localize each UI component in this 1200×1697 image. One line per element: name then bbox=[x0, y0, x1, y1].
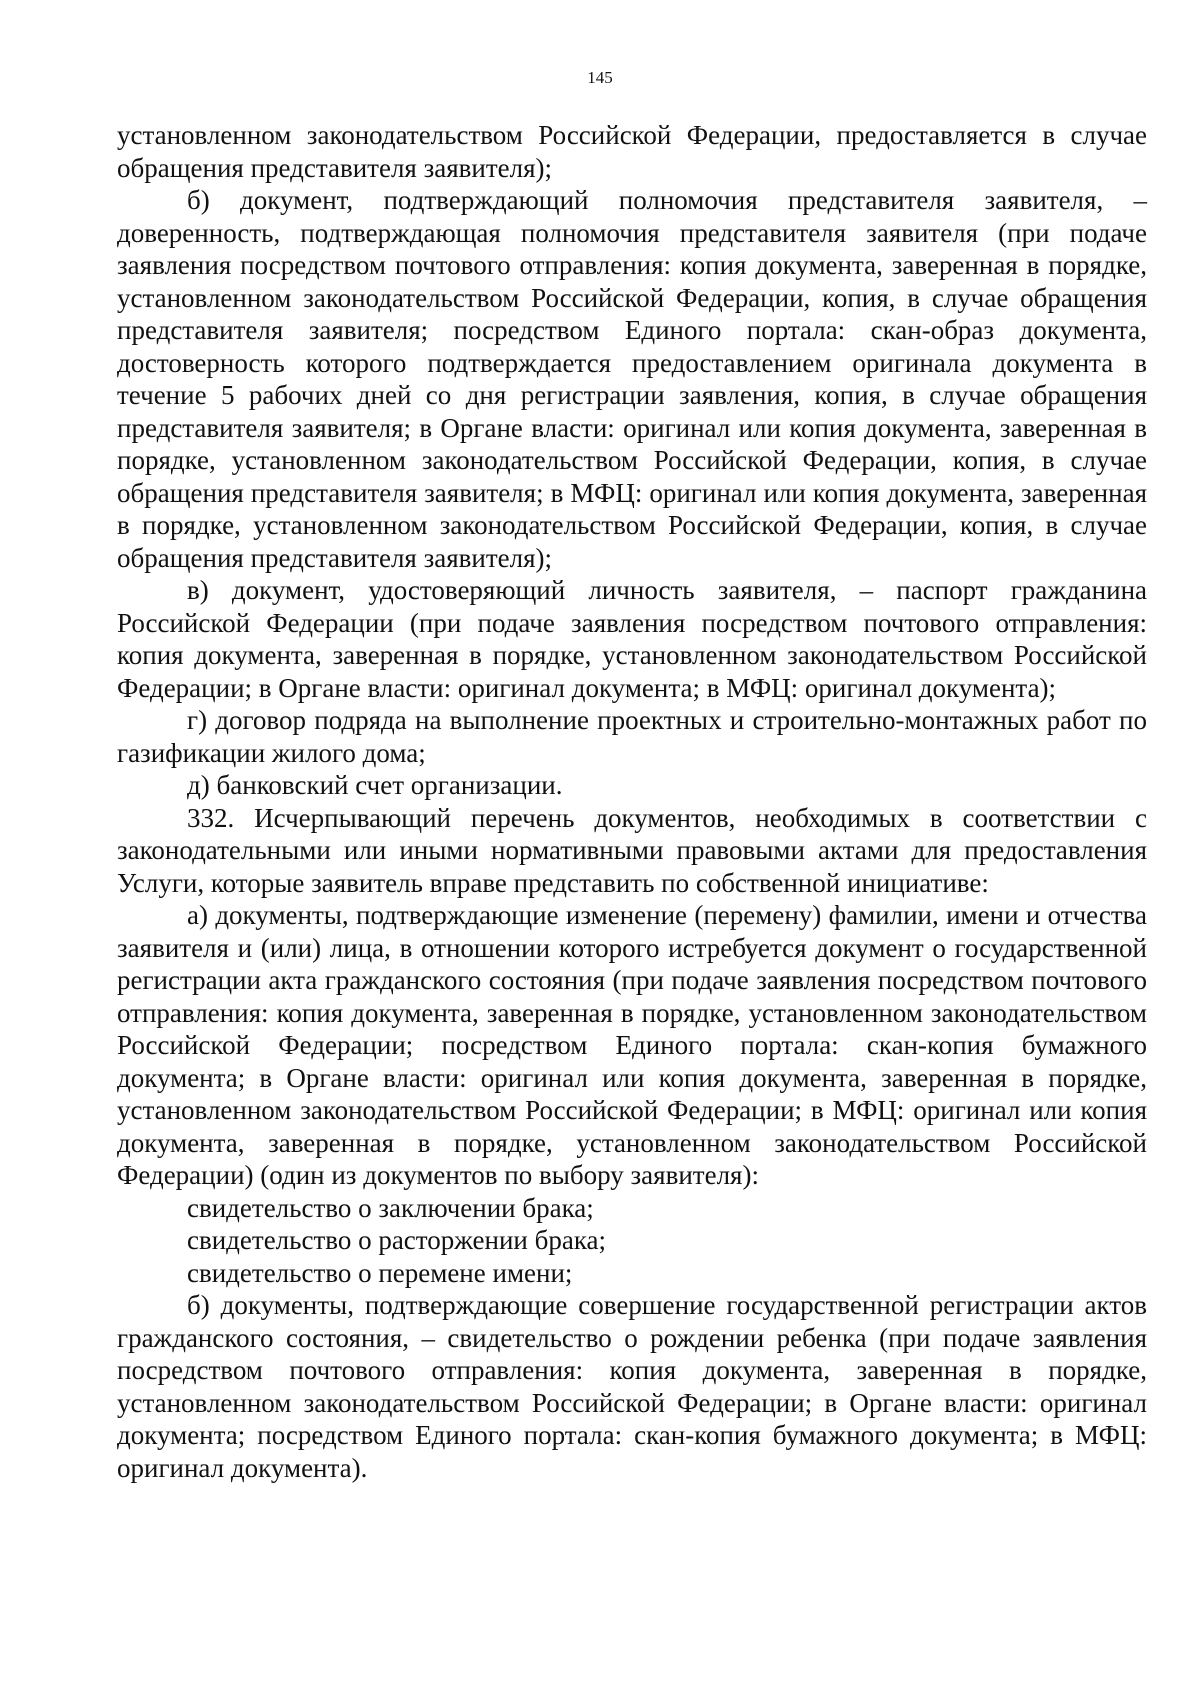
page-number: 145 bbox=[587, 68, 613, 87]
list-item-name-change: свидетельство о перемене имени; bbox=[187, 1257, 573, 1288]
paragraph-item-v-identity: в) документ, удостоверяющий личность заявителя, – паспорт гражданина Российской Федерации (при подаче заявления посредством почтового отправления: копия документа, заверенная в порядке, установленном законодательством Российской Федерации; в Органе власти: оригинал документа; в МФЦ: оригинал документа); bbox=[117, 575, 1147, 703]
paragraph-item-g-contract: г) договор подряда на выполнение проектных и строительно-монтажных работ по газификации жилого дома; bbox=[117, 705, 1147, 768]
paragraph-continuation: установленном законодательством Российской Федерации, предоставляется в случае обращения представителя заявителя); bbox=[117, 120, 1147, 183]
paragraph-item-a-name-change: а) документы, подтверждающие изменение (перемену) фамилии, имени и отчества заявителя и (или) лица, в отношении которого истребуется документ о государственной регистрации акта гражданского состояния (при подаче заявления посредством почтового отправления: копия документа, заверенная в порядке, установленном законодательством Российской Федерации; посредством Единого портала: скан-копия бумажного документа; в Органе власти: оригинал или копия документа, заверенная в порядке, установленном законодательством Российской Федерации; в МФЦ: оригинал или копия документа, заверенная в порядке, установленном законодательством Российской Федерации) (один из документов по выбору заявителя): bbox=[117, 900, 1147, 1190]
list-item-divorce: свидетельство о расторжении брака; bbox=[187, 1225, 607, 1255]
list-item-marriage: свидетельство о заключении брака; bbox=[187, 1192, 594, 1223]
paragraph-item-b-civil-registration: б) документы, подтверждающие совершение государственной регистрации актов гражданского состояния, – свидетельство о рождении ребенка (при подаче заявления посредством почтового отправления: копия документа, заверенная в порядке, установленном законодательством Российской Федерации; в Органе власти: оригинал документа; посредством Единого портала: скан-копия бумажного документа; в МФЦ: оригинал документа). bbox=[117, 1290, 1147, 1483]
paragraph-item-b-authority: б) документ, подтверждающий полномочия представителя заявителя, – доверенность, подтверждающая полномочия представителя заявителя (при подаче заявления посредством почтового отправления: копия документа, заверенная в порядке, установленном законодательством Российской Федерации, копия, в случае обращения представителя заявителя; посредством Единого портала: скан-образ документа, достоверность которого подтверждается предоставлением оригинала документа в течение 5 рабочих дней со дня регистрации заявления, копия, в случае обращения представителя заявителя; в Органе власти: оригинал или копия документа, заверенная в порядке, установленном законодательством Российской Федерации, копия, в случае обращения представителя заявителя; в МФЦ: оригинал или копия документа, заверенная в порядке, установленном законодательством Российской Федерации, копия, в случае обращения представителя заявителя); bbox=[117, 185, 1147, 573]
paragraph-item-d-bank-account: д) банковский счет организации. bbox=[187, 770, 563, 800]
paragraph-clause-332: 332. Исчерпывающий перечень документов, необходимых в соответствии с законодательными или иными нормативными правовыми актами для предоставления Услуги, которые заявитель вправе представить по собственной инициативе: bbox=[117, 802, 1147, 898]
document-body bbox=[117, 119, 1147, 1484]
